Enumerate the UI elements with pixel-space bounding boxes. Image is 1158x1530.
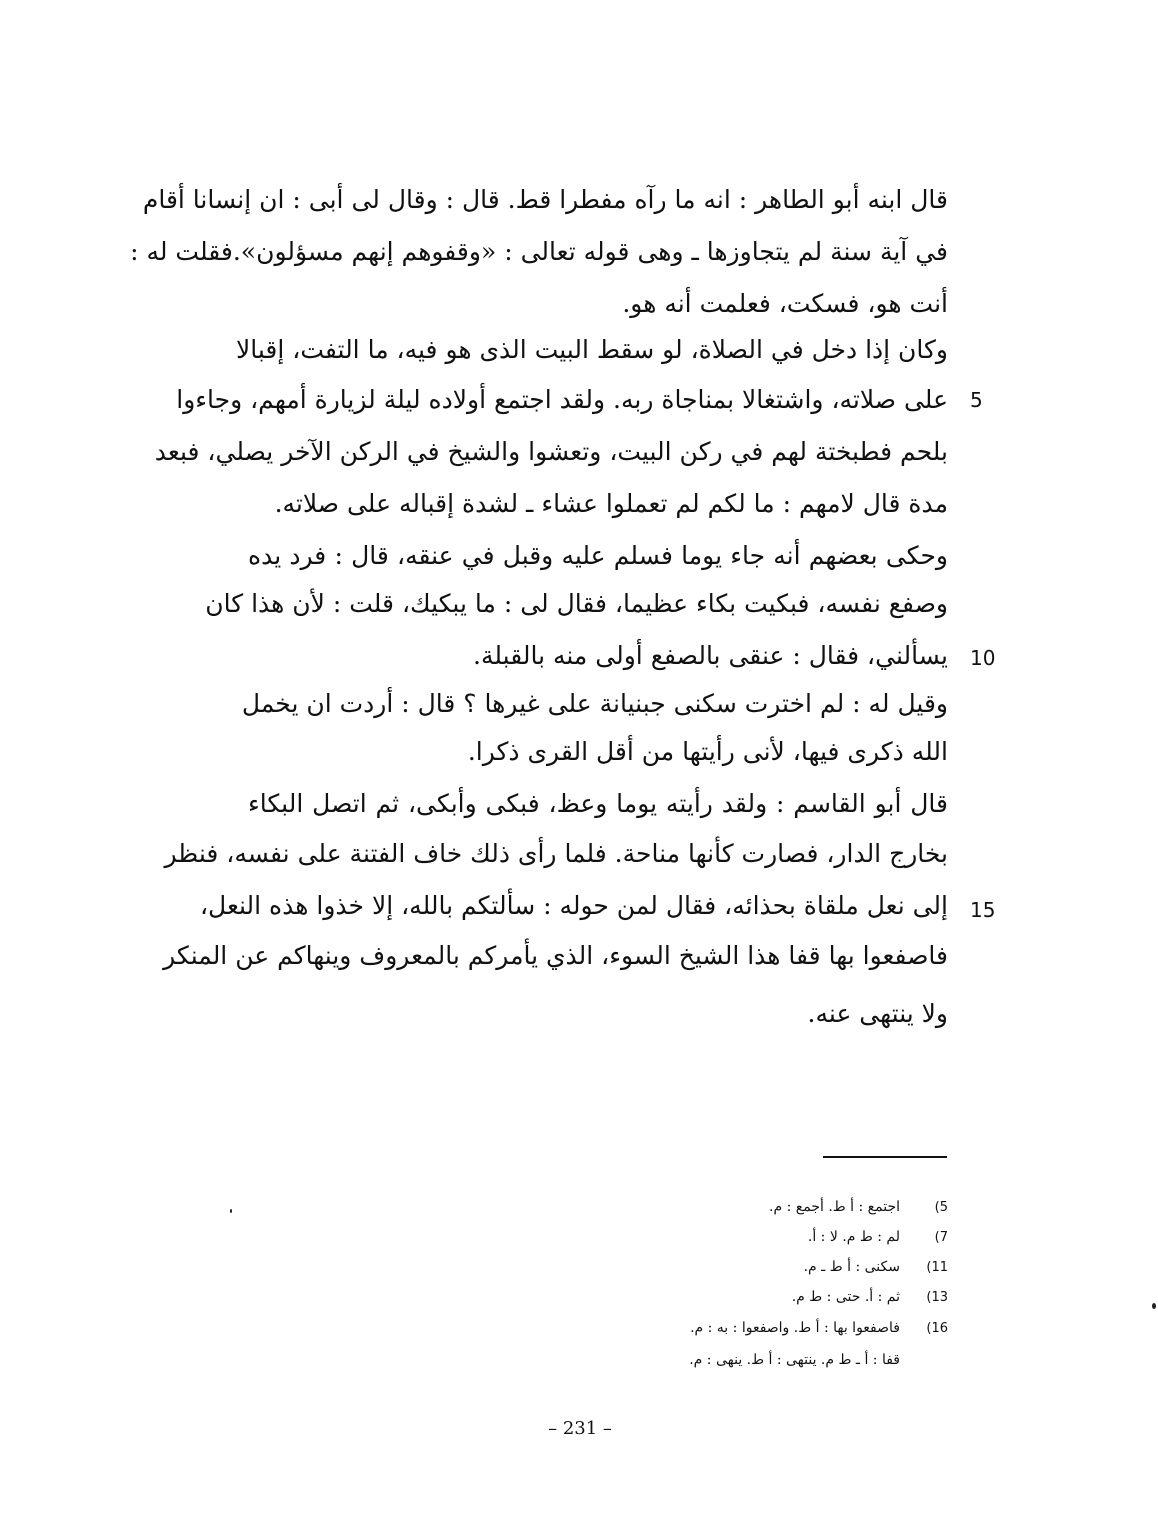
line-number-5: 5 — [970, 388, 983, 412]
footnote-text: سكنى : أ ط ـ م. — [803, 1259, 900, 1275]
footnote-text: قفا : أ ـ ط م. ينتهى : أ ط. ينهى : م. — [689, 1352, 900, 1368]
text-line-13: قال أبو القاسم : ولقد رأيته يوما وعظ، فبكى وأبكى، ثم اتصل البكاء — [248, 789, 948, 818]
scan-speck — [230, 1209, 232, 1213]
footnote-separator — [823, 1156, 947, 1158]
footnote-3 — [804, 1252, 948, 1282]
footnote-number: (16 — [926, 1321, 948, 1336]
text-line-11: وقيل له : لم اخترت سكنى جبنيانة على غيرها ؟ قال : أردت ان يخمل — [241, 689, 948, 718]
text-line-8: وحكى بعضهم أنه جاء يوما فسلم عليه وقبل في عنقه، قال : فرد يده — [248, 541, 948, 570]
text-line-6: بلحم فطبختة لهم في ركن البيت، وتعشوا والشيخ في الركن الآخر يصلي، فبعد — [154, 437, 948, 466]
footnote-1 — [769, 1192, 948, 1222]
text-line-10: يسألني، فقال : عنقى بالصفع أولى منه بالقبلة. — [473, 641, 948, 670]
text-line-7: مدة قال لامهم : ما لكم لم تعملوا عشاء ـ لشدة إقباله على صلاته. — [274, 489, 948, 518]
text-line-16: فاصفعوا بها قفا هذا الشيخ السوء، الذي يأمركم بالمعروف وينهاكم عن المنكر — [163, 941, 948, 970]
footnote-5 — [690, 1313, 948, 1343]
text-line-2: في آية سنة لم يتجاوزها ـ وهى قوله تعالى : «وقفوهم إنهم مسؤلون».فقلت له : — [130, 237, 948, 266]
text-line-17: ولا ينتهى عنه. — [807, 999, 948, 1028]
footnote-number: (7 — [934, 1230, 948, 1245]
footnote-number: (5 — [934, 1200, 948, 1215]
line-number-10: 10 — [970, 646, 996, 670]
text-line-12: الله ذكرى فيها، لأنى رأيتها من أقل القرى ذكرا. — [467, 737, 948, 766]
footnote-2 — [808, 1222, 948, 1252]
footnote-text: اجتمع : أ ط. أجمع : م. — [769, 1199, 900, 1215]
footnote-number: (11 — [926, 1260, 948, 1275]
text-line-15: إلى نعل ملقاة بحذائه، فقال لمن حوله : سألتكم بالله، إلا خذوا هذه النعل، — [199, 891, 948, 920]
footnote-4 — [792, 1282, 948, 1312]
line-number-15: 15 — [970, 898, 996, 922]
footnote-text: ثم : أ. حتى : ط م. — [791, 1289, 900, 1305]
footnote-6 — [689, 1345, 948, 1375]
footnote-text: لم : ط م. لا : أ. — [807, 1229, 900, 1245]
text-line-4: وكان إذا دخل في الصلاة، لو سقط البيت الذى هو فيه، ما التفت، إقبالا — [236, 335, 948, 364]
scan-speck — [1152, 1303, 1156, 1309]
text-line-9: وصفع نفسه، فبكيت بكاء عظيما، فقال لى : ما يبكيك، قلت : لأن هذا كان — [205, 589, 948, 618]
text-line-5: على صلاته، واشتغالا بمناجاة ربه. ولقد اجتمع أولاده ليلة لزيارة أمهم، وجاءوا — [176, 385, 948, 414]
text-line-3: أنت هو، فسكت، فعلمت أنه هو. — [622, 289, 948, 318]
text-line-14: بخارج الدار، فصارت كأنها مناحة. فلما رأى ذلك خاف الفتنة على نفسه، فنظر — [164, 839, 948, 868]
footnote-text: فاصفعوا بها : أ ط. واصفعوا : به : م. — [690, 1320, 900, 1336]
footnote-number: (13 — [926, 1290, 948, 1305]
page-number: – 231 – — [548, 1418, 612, 1439]
text-line-1: قال ابنه أبو الطاهر : انه ما رآه مفطرا قط. قال : وقال لى أبى : ان إنسانا أقام — [142, 185, 948, 214]
